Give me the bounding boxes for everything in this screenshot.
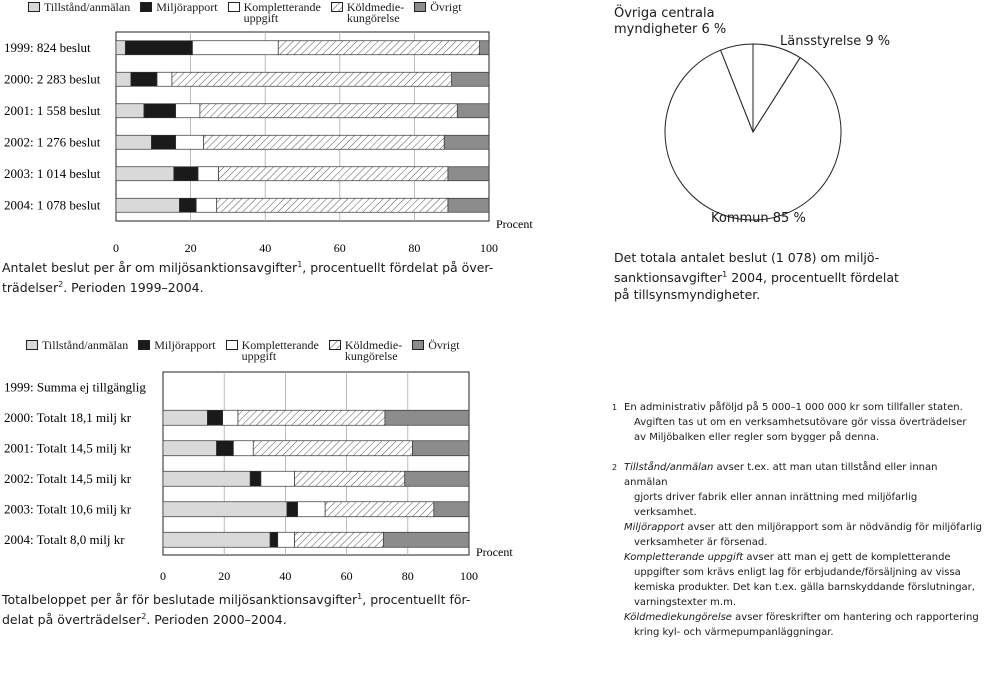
footnote-text: avser föreskrifter om hantering och rapportering [731, 612, 979, 623]
bar-segment [217, 198, 448, 212]
bar-segment [174, 167, 198, 181]
footnote-text: En administrativ påföljd på 5 000–1 000 000 kr som tillfaller staten. [624, 402, 963, 413]
caption-text: Det totala antalet beslut (1 078) om miljö- [614, 250, 880, 265]
plot-frame [116, 32, 489, 221]
chart1-caption [2, 256, 522, 296]
chart2-plot [0, 370, 540, 592]
footnote-text: avser att man ej gett de kompletterande [743, 552, 951, 563]
bar-segment [298, 502, 326, 517]
x-tick-label: 20 [218, 569, 231, 583]
plot-frame [163, 372, 469, 555]
bar-segment [253, 441, 412, 456]
bar-segment [261, 471, 295, 486]
bar-segment [198, 167, 219, 181]
footnote-2 [612, 460, 982, 640]
bar-segment [452, 72, 489, 86]
legend-label-line: Köldmedie- [344, 338, 403, 352]
pie-label-kommun: Kommun 85 % [711, 211, 806, 226]
bar-segment [278, 532, 295, 547]
category-label: 2004: 1 078 beslut [4, 197, 101, 213]
legend-swatch [226, 340, 238, 350]
bar-segment [200, 104, 457, 118]
bar-segment [163, 410, 207, 425]
caption-sup: 2 [141, 612, 147, 622]
bar-segment [151, 135, 175, 149]
bar-segment [116, 72, 131, 86]
caption-text: Antalet beslut per år om miljösanktionsavgifter [2, 260, 298, 276]
category-label: 2001: 1 558 beslut [4, 102, 101, 118]
footnote-term: Köldmediekungörelse [624, 612, 732, 623]
caption-text: , procentuellt fördelat på över- [302, 260, 494, 276]
legend-item-koldmedie [329, 340, 402, 362]
legend-label: Tillstånd/anmälan [42, 338, 129, 352]
category-label: 2002: Totalt 14,5 milj kr [4, 470, 132, 486]
bar-segment [217, 441, 234, 456]
legend-label-line: uppgift [243, 11, 279, 25]
legend-label-line: Kompletterande [243, 0, 321, 14]
legend-label-line: Köldmedie- [346, 0, 405, 14]
footnote-term: Tillstånd/anmälan [624, 462, 714, 473]
bar-segment [385, 410, 469, 425]
legend-label: Miljörapport [156, 0, 218, 14]
legend-swatch [414, 2, 426, 12]
bar-segment [238, 410, 385, 425]
category-label: 2003: Totalt 10,6 milj kr [4, 501, 132, 517]
footnote-mark: 1 [612, 403, 618, 412]
footnote-text: uppgifter som krävs enligt lag för erbjudande/försäljning av vissa [634, 567, 961, 578]
footnote-text: av Miljöbalken eller regler som bygger på denna. [634, 432, 880, 443]
caption-sup: 2 [58, 280, 64, 290]
footnote-text: varningstexter m.m. [634, 597, 737, 608]
bar-segment [116, 198, 179, 212]
category-label: 2003: 1 014 beslut [4, 165, 101, 181]
category-label: 1999: Summa ej tillgänglig [4, 379, 146, 395]
legend-item-tillstand [26, 340, 128, 351]
legend-item-miljorapport [140, 2, 217, 13]
bar-segment [172, 72, 452, 86]
footnote-text: verksamheter är försenad. [634, 537, 768, 548]
pie-label-ovriga [614, 6, 726, 38]
x-tick-label: 0 [113, 241, 119, 255]
caption-sup: 1 [357, 592, 363, 601]
pie-label-line: myndigheter 6 % [614, 22, 727, 37]
bar-segment [480, 41, 489, 55]
caption-sup: 1 [722, 270, 728, 279]
chart1-legend [28, 2, 462, 24]
x-tick-label: 40 [279, 569, 292, 583]
bar-segment [116, 135, 151, 149]
x-tick-label: 100 [460, 569, 478, 583]
category-label: 1999: 824 beslut [4, 39, 91, 55]
bar-segment [457, 104, 489, 118]
bar-segment [233, 441, 253, 456]
bar-segment [204, 135, 445, 149]
chart2-legend [26, 340, 460, 362]
caption-text: . Perioden 2000–2004. [146, 612, 287, 628]
legend-label: Tillstånd/anmälan [44, 0, 131, 14]
bar-segment [383, 532, 469, 547]
category-label: 2004: Totalt 8,0 milj kr [4, 531, 125, 547]
legend-label [242, 340, 319, 362]
bar-segment [223, 410, 238, 425]
bar-segment [295, 532, 384, 547]
x-tick-label: 80 [408, 241, 421, 255]
legend-swatch [412, 340, 424, 350]
caption-text: Totalbeloppet per år för beslutade miljösanktionsavgifter [2, 592, 358, 608]
caption-text: på tillsynsmyndigheter. [614, 287, 761, 303]
caption-text: 2004, procentuellt fördelat [727, 270, 899, 286]
legend-label: Övrigt [428, 338, 460, 352]
legend-item-kompletterande [228, 2, 321, 24]
chart1-plot [0, 30, 540, 260]
bar-segment [250, 471, 261, 486]
legend-label: Miljörapport [154, 338, 216, 352]
bar-segment [144, 104, 176, 118]
bar-segment [176, 135, 204, 149]
bar-segment [116, 104, 144, 118]
footnote-term: Kompletterande uppgift [624, 552, 744, 563]
bar-segment [196, 198, 217, 212]
bar-segment [125, 41, 192, 55]
caption-text: . Perioden 1999–2004. [63, 280, 204, 296]
legend-item-ovrigt [412, 340, 459, 351]
bar-segment [116, 167, 174, 181]
bar-segment [219, 167, 448, 181]
bar-segment [179, 198, 196, 212]
pie-caption [614, 249, 914, 303]
bar-segment [176, 104, 200, 118]
legend-item-koldmedie [331, 2, 404, 24]
caption-text: , procentuellt för- [362, 592, 471, 608]
bar-segment [434, 502, 469, 517]
legend-label [347, 2, 404, 24]
bar-segment [412, 441, 469, 456]
bar-segment [448, 198, 489, 212]
legend-swatch [331, 2, 343, 12]
bar-segment [163, 471, 250, 486]
x-tick-label: 0 [160, 569, 166, 583]
footnote-text: avser t.ex. att man utan tillstånd eller innan anmälan [624, 462, 938, 488]
x-tick-label: 100 [480, 241, 498, 255]
chart2-caption [2, 588, 522, 628]
legend-item-miljorapport [138, 340, 215, 351]
footnote-text: avser att den miljörapport som är nödvändig för miljöfarlig [684, 522, 982, 533]
pie-label-line: Övriga centrala [614, 6, 715, 21]
x-tick-label: 40 [259, 241, 272, 255]
footnote-1 [612, 400, 982, 445]
x-axis-label: Procent [476, 545, 513, 559]
caption-text: trädelser [2, 280, 59, 296]
bar-segment [163, 441, 217, 456]
bar-segment [444, 135, 489, 149]
legend-label [244, 2, 321, 24]
legend-label [345, 340, 402, 362]
legend-item-tillstand [28, 2, 130, 13]
legend-label: Övrigt [430, 0, 462, 14]
bar-segment [270, 532, 278, 547]
legend-item-kompletterande [226, 340, 319, 362]
bar-segment [163, 532, 270, 547]
x-tick-label: 80 [401, 569, 414, 583]
caption-text: sanktionsavgifter [614, 270, 723, 286]
bar-segment [207, 410, 222, 425]
bar-segment [278, 41, 479, 55]
category-label: 2001: Totalt 14,5 milj kr [4, 440, 132, 456]
pie-label-lans: Länsstyrelse 9 % [780, 34, 891, 49]
legend-swatch [28, 2, 40, 12]
caption-text: delat på överträdelser [2, 612, 142, 628]
x-axis-label: Procent [496, 217, 533, 231]
category-label: 2002: 1 276 beslut [4, 134, 101, 150]
footnote-text: kring kyl- och värmepumpanläggningar. [634, 627, 834, 638]
legend-item-ovrigt [414, 2, 461, 13]
bar-segment [163, 502, 287, 517]
bar-segment [157, 72, 172, 86]
x-tick-label: 60 [340, 569, 353, 583]
legend-swatch [26, 340, 38, 350]
bar-segment [131, 72, 157, 86]
bar-segment [448, 167, 489, 181]
bar-segment [325, 502, 434, 517]
footnote-term: Miljörapport [624, 522, 685, 533]
bar-segment [405, 471, 469, 486]
footnote-mark: 2 [612, 463, 618, 472]
x-tick-label: 20 [184, 241, 197, 255]
bar-segment [287, 502, 298, 517]
legend-label-line: uppgift [241, 349, 277, 363]
legend-swatch [228, 2, 240, 12]
footnote-text: gjorts driver fabrik eller annan inrättning med miljöfarlig verksamhet. [634, 492, 918, 518]
legend-swatch [329, 340, 341, 350]
legend-swatch [140, 2, 152, 12]
x-tick-label: 60 [333, 241, 346, 255]
category-label: 2000: Totalt 18,1 milj kr [4, 409, 132, 425]
caption-sup: 1 [297, 260, 303, 269]
legend-swatch [138, 340, 150, 350]
bar-segment [295, 471, 405, 486]
legend-label-line: kungörelse [346, 11, 400, 25]
pie-chart [640, 40, 880, 230]
legend-label-line: Kompletterande [241, 338, 319, 352]
footnote-text: kemiska produkter. Det kan t.ex. gälla barnskyddande förslutningar, [634, 582, 975, 593]
footnote-text: Avgiften tas ut om en verksamhetsutövare gör vissa överträdelser [634, 417, 967, 428]
bar-segment [116, 41, 125, 55]
legend-label-line: kungörelse [344, 349, 398, 363]
bar-segment [192, 41, 278, 55]
category-label: 2000: 2 283 beslut [4, 71, 101, 87]
